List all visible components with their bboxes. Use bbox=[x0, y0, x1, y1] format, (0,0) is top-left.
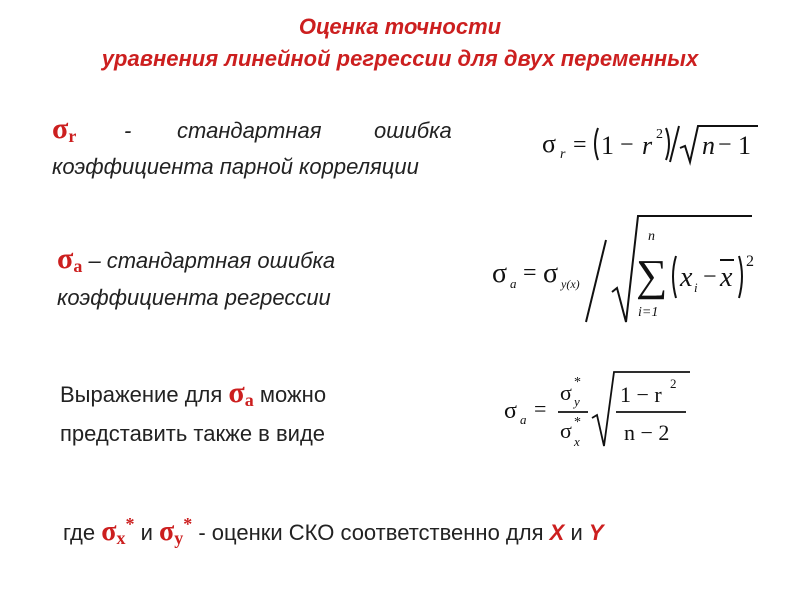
slide-title-line2: уравнения линейной регрессии для двух переменных bbox=[101, 46, 699, 71]
f2-xi-sub: i bbox=[694, 280, 698, 295]
f1-minus2: − bbox=[718, 132, 732, 158]
footer-y-star: * bbox=[183, 514, 193, 534]
expr-prefix: Выражение для bbox=[60, 382, 229, 407]
footer-rest: - оценки СКО соответственно для bbox=[192, 520, 550, 545]
f2-lhs-sub: a bbox=[510, 276, 517, 291]
f2-xbar: x bbox=[720, 262, 733, 293]
formula-sigma-a bbox=[490, 210, 760, 330]
footer-x-star: * bbox=[125, 514, 135, 534]
f1-lhs-sub: r bbox=[560, 147, 566, 162]
footer-X: X bbox=[549, 520, 565, 545]
f1-one2: 1 bbox=[738, 131, 751, 160]
footer-Y: Y bbox=[588, 520, 604, 545]
formula-sigma-r bbox=[540, 118, 760, 168]
f3-rad-den: n − 2 bbox=[624, 420, 670, 445]
f2-lhs: σ bbox=[492, 258, 508, 289]
expr-sigma: σ bbox=[228, 376, 245, 409]
f1-r: r bbox=[642, 131, 653, 160]
f1-lhs: σ bbox=[542, 129, 557, 158]
f1-one: 1 bbox=[601, 131, 614, 160]
sum-sign: ∑ bbox=[636, 251, 668, 300]
footer-and1: и bbox=[134, 520, 159, 545]
sigma-r-sub: r bbox=[68, 126, 77, 146]
footer-x-sub: x bbox=[116, 528, 126, 548]
block-r-word1: стандартная bbox=[177, 118, 322, 143]
block-r-word2: ошибка bbox=[374, 118, 452, 143]
block-a-line1: – стандартная ошибка bbox=[82, 248, 336, 273]
block-r-line2: коэффициента парной корреляции bbox=[52, 154, 419, 179]
formula-sigma-a-alt bbox=[500, 366, 700, 456]
f1-eq: = bbox=[573, 132, 587, 158]
f3-den-star: * bbox=[574, 415, 581, 430]
f3-den-sigma: σ bbox=[560, 418, 572, 443]
expr-line2: представить также в виде bbox=[60, 421, 326, 446]
f3-num-sub: y bbox=[574, 394, 580, 409]
footer-y-sub: y bbox=[174, 528, 184, 548]
f2-minus: − bbox=[703, 264, 717, 290]
slide-title-line1: Оценка точности bbox=[298, 14, 502, 39]
f1-n: n bbox=[702, 131, 715, 160]
sigma-a-sub: a bbox=[73, 256, 83, 276]
footer-note bbox=[63, 514, 783, 549]
expr-suffix: можно bbox=[253, 382, 327, 407]
f2-sigma-sub: y(x) bbox=[561, 277, 580, 291]
block-sigma-a bbox=[57, 242, 477, 311]
footer-sigma-y: σ bbox=[158, 516, 175, 547]
f3-lhs: σ bbox=[504, 398, 517, 424]
f2-sum-bottom: i=1 bbox=[638, 305, 659, 320]
sigma-r-symbol: σ bbox=[52, 112, 69, 145]
expr-sub: a bbox=[244, 390, 254, 410]
f3-eq: = bbox=[534, 396, 547, 421]
f3-num-star: * bbox=[574, 375, 581, 390]
f3-den-sub: x bbox=[574, 434, 580, 449]
block-r-dash: - bbox=[124, 118, 132, 143]
f3-num-sigma: σ bbox=[560, 380, 572, 405]
f3-rad-num: 1 − r bbox=[620, 382, 662, 407]
footer-and2: и bbox=[564, 520, 589, 545]
f1-sq: 2 bbox=[656, 127, 663, 142]
f3-rad-sq: 2 bbox=[670, 376, 677, 391]
footer-sigma-x: σ bbox=[101, 516, 117, 547]
f2-x: x bbox=[680, 262, 693, 293]
f3-lhs-sub: a bbox=[520, 412, 527, 427]
block-a-line2: коэффициента регрессии bbox=[57, 285, 331, 310]
f2-eq: = bbox=[523, 260, 537, 286]
f1-minus: − bbox=[620, 132, 634, 158]
sigma-a-symbol: σ bbox=[57, 242, 74, 275]
f2-sigma: σ bbox=[543, 258, 559, 289]
f2-power: 2 bbox=[746, 253, 754, 270]
block-sigma-r bbox=[52, 112, 472, 180]
block-expression bbox=[60, 376, 440, 447]
footer-where: где bbox=[63, 520, 102, 545]
f2-sum-top: n bbox=[648, 229, 655, 244]
